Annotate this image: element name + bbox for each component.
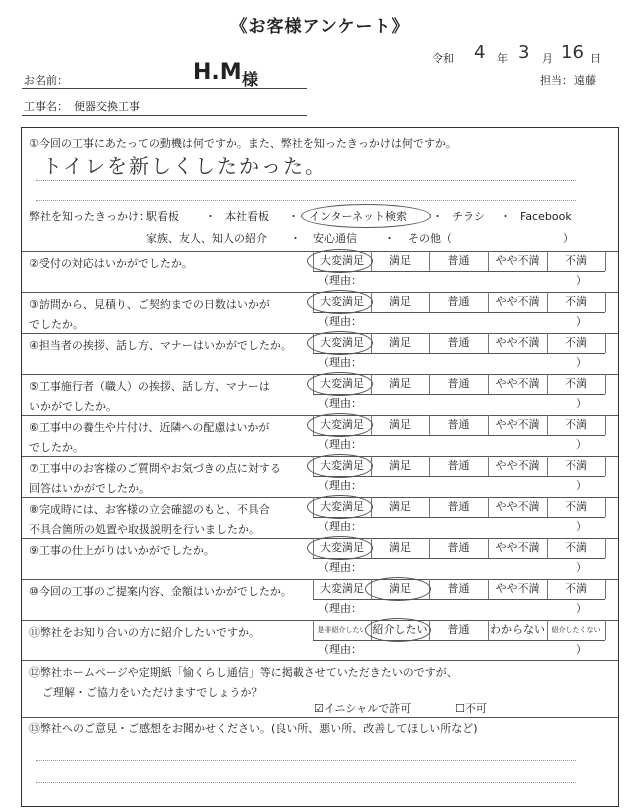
reason-label: （理由： xyxy=(318,561,362,574)
reason-close: ） xyxy=(576,438,587,451)
work-name: 便器交換工事 xyxy=(74,100,140,113)
rating-option[interactable]: 普通 xyxy=(447,295,470,308)
question-text: ⑦工事中のお客様のご質問やお気づきの点に対する xyxy=(29,462,281,475)
rating-option[interactable]: 不満 xyxy=(565,377,587,390)
rating-option[interactable]: 不満 xyxy=(565,418,587,431)
selected-circle xyxy=(307,495,373,519)
q12-line1: ⑫弊社ホームページや定期紙「愉くらし通信」等に掲載させていただきたいのですが、 xyxy=(29,666,458,679)
separator-dot: ・ xyxy=(384,232,395,245)
selected-circle xyxy=(365,618,431,642)
survey-title: 《お客様アンケート》 xyxy=(230,17,410,37)
rating-option[interactable]: 満足 xyxy=(389,377,411,390)
q1-answer-line-2 xyxy=(36,200,576,201)
question-text: ④担当者の挨拶、話し方、マナーはいかがでしたか。 xyxy=(29,339,292,352)
question-text: ②受付の対応はいかがでしたか。 xyxy=(29,257,193,270)
reason-close: ） xyxy=(576,561,587,574)
selected-circle xyxy=(307,331,373,355)
rating-option[interactable]: 満足 xyxy=(389,336,411,349)
rating-option[interactable]: やや不満 xyxy=(495,295,540,308)
selected-circle xyxy=(307,290,373,314)
cell-border xyxy=(605,333,606,353)
rating-option[interactable]: わからない xyxy=(490,623,545,636)
reason-close: ） xyxy=(576,356,587,369)
question-text: でしたか。 xyxy=(29,441,84,454)
cell-border xyxy=(605,497,606,517)
name-suffix: 様 xyxy=(242,70,259,89)
staff-name: 遠藤 xyxy=(574,74,596,87)
q12-line2: ご理解・ご協力をいただけますでしょうか？ xyxy=(42,686,263,699)
rating-option[interactable]: 不満 xyxy=(565,459,587,472)
source-facebook: Facebook xyxy=(520,210,572,223)
selected-circle xyxy=(365,577,431,601)
rating-option[interactable]: 満足 xyxy=(389,459,411,472)
source-hq-sign: 本社看板 xyxy=(225,210,269,223)
question-text: でしたか。 xyxy=(29,318,84,331)
reason-close: ） xyxy=(576,643,587,656)
reason-close: ） xyxy=(576,602,587,615)
rating-option[interactable]: 不満 xyxy=(565,295,587,308)
reason-label: （理由： xyxy=(318,602,362,615)
cell-border xyxy=(605,251,606,271)
rating-option[interactable]: やや不満 xyxy=(495,336,540,349)
rating-option[interactable]: 大変満足 xyxy=(320,295,364,308)
date-day: 16 xyxy=(561,42,584,63)
rating-option[interactable]: 大変満足 xyxy=(320,336,364,349)
q12-option-decline[interactable]: ☐不可 xyxy=(455,702,487,715)
rating-option[interactable]: 満足 xyxy=(389,418,411,431)
date-day-unit: 日 xyxy=(590,52,601,65)
rating-option[interactable]: 紹介したくない xyxy=(551,626,601,634)
selected-circle xyxy=(307,249,373,273)
q1-text: ①今回の工事にあたっての動機は何ですか。また、弊社を知ったきっかけは何ですか。 xyxy=(29,137,457,150)
customer-name: H.M xyxy=(193,60,242,85)
rating-option[interactable]: やや不満 xyxy=(495,582,540,595)
rating-option[interactable]: 満足 xyxy=(389,541,411,554)
question-text: ⑨工事の仕上がりはいかがでしたか。 xyxy=(29,544,215,557)
cell-border xyxy=(605,579,606,599)
separator-dot: ・ xyxy=(500,210,511,223)
rating-option[interactable]: 大変満足 xyxy=(320,459,364,472)
separator-dot: ・ xyxy=(205,210,216,223)
rating-option[interactable]: 不満 xyxy=(565,541,587,554)
date-year: 4 xyxy=(474,42,486,63)
separator-dot: ・ xyxy=(288,210,299,223)
reason-label: （理由： xyxy=(318,438,362,451)
source-other-close: ） xyxy=(563,232,574,245)
rating-option[interactable]: 満足 xyxy=(389,295,411,308)
question-text: ⑩今回の工事のご提案内容、金額はいかがでしたか。 xyxy=(29,585,292,598)
rating-option[interactable]: やや不満 xyxy=(495,254,540,267)
q1-answer: トイレを新しくしたかった。 xyxy=(42,154,327,178)
reason-label: （理由： xyxy=(318,643,362,656)
question-text: ⑤工事施行者（職人）の挨拶、話し方、マナーは xyxy=(29,380,270,393)
rating-option[interactable]: 普通 xyxy=(447,623,470,636)
source-referral: 家族、友人、知人の紹介 xyxy=(146,232,267,245)
rating-option[interactable]: やや不満 xyxy=(495,541,540,554)
source-newsletter: 安心通信 xyxy=(313,232,357,245)
rating-option[interactable]: 大変満足 xyxy=(320,541,364,554)
rating-option[interactable]: 大変満足 xyxy=(320,500,364,513)
selected-circle xyxy=(307,413,373,437)
cell-border xyxy=(605,415,606,435)
rating-option[interactable]: 不満 xyxy=(565,254,587,267)
question-text: 回答はいかがでしたか。 xyxy=(29,482,150,495)
reason-label: （理由： xyxy=(318,397,362,410)
rating-option[interactable]: 普通 xyxy=(447,254,470,267)
rating-option[interactable]: 大変満足 xyxy=(320,582,364,595)
date-year-unit: 年 xyxy=(497,52,508,65)
rating-option[interactable]: 普通 xyxy=(447,459,470,472)
cell-border xyxy=(605,538,606,558)
rating-option[interactable]: やや不満 xyxy=(495,377,540,390)
question-text: ⑪弊社をお知り合いの方に紹介したいですか。 xyxy=(29,626,260,639)
question-text: ③訪問から、見積り、ご契約までの日数はいかが xyxy=(29,298,270,311)
selected-circle xyxy=(307,372,373,396)
selected-circle xyxy=(301,204,431,228)
source-flyer: チラシ xyxy=(452,210,485,223)
rating-option[interactable]: 普通 xyxy=(447,418,470,431)
rating-option[interactable]: 大変満足 xyxy=(320,418,364,431)
rating-option[interactable]: 是非紹介したい xyxy=(317,626,367,634)
rating-option[interactable]: 普通 xyxy=(447,336,470,349)
question-text: いかがでしたか。 xyxy=(29,400,117,413)
name-label: お名前： xyxy=(24,74,68,87)
q1-answer-line xyxy=(36,180,576,181)
cell-border xyxy=(605,292,606,312)
reason-close: ） xyxy=(576,274,587,287)
q13-text: ⑬弊社へのご意見・ご感想をお聞かせください。(良い所、悪い所、改善してほしい所など) xyxy=(29,722,478,735)
source-station-sign: 駅看板 xyxy=(146,210,179,223)
reason-close: ） xyxy=(576,315,587,328)
reason-label: （理由： xyxy=(318,315,362,328)
rating-option[interactable]: 普通 xyxy=(447,500,470,513)
source-internet-search: インターネット検索 xyxy=(309,210,408,223)
rating-option[interactable]: 満足 xyxy=(389,500,411,513)
reason-label: （理由： xyxy=(318,479,362,492)
reason-close: ） xyxy=(576,479,587,492)
rating-option[interactable]: 紹介したい xyxy=(372,623,428,636)
rating-option[interactable]: 不満 xyxy=(565,582,587,595)
rating-option[interactable]: 普通 xyxy=(447,541,470,554)
rating-option[interactable]: 満足 xyxy=(389,254,411,267)
date-month-unit: 月 xyxy=(542,52,553,65)
question-text: ⑧完成時には、お客様の立会確認のもと、不具合 xyxy=(29,503,270,516)
date-month: 3 xyxy=(518,42,530,63)
reason-close: ） xyxy=(576,397,587,410)
rating-option[interactable]: 満足 xyxy=(389,582,411,595)
rating-option[interactable]: 大変満足 xyxy=(320,377,364,390)
rating-option[interactable]: やや不満 xyxy=(495,459,540,472)
source-other: その他（ xyxy=(408,232,452,245)
staff-label: 担当： xyxy=(540,74,573,87)
rating-option[interactable]: 不満 xyxy=(565,336,587,349)
cell-border xyxy=(605,620,606,640)
rating-option[interactable]: やや不満 xyxy=(495,418,540,431)
date-era: 令和 xyxy=(432,52,454,65)
name-underline xyxy=(22,88,307,89)
rating-option[interactable]: 普通 xyxy=(447,377,470,390)
rating-option[interactable]: 不満 xyxy=(565,500,587,513)
q12-divider xyxy=(22,660,618,661)
rating-option[interactable]: やや不満 xyxy=(495,500,540,513)
cell-border xyxy=(605,374,606,394)
selected-circle xyxy=(307,536,373,560)
work-underline xyxy=(22,115,307,116)
reason-label: （理由： xyxy=(318,520,362,533)
separator-dot: ・ xyxy=(432,210,443,223)
q12-option-initials[interactable]: ☑イニシャルで許可 xyxy=(314,702,412,715)
comment-line xyxy=(36,760,576,761)
question-text: ⑥工事中の養生や片付け、近隣への配慮はいかが xyxy=(29,421,270,434)
rating-option[interactable]: 大変満足 xyxy=(320,254,364,267)
work-label: 工事名： xyxy=(24,100,68,113)
source-label: 弊社を知ったきっかけ： xyxy=(29,210,150,223)
rating-option[interactable]: 普通 xyxy=(447,582,470,595)
reason-label: （理由： xyxy=(318,274,362,287)
reason-label: （理由： xyxy=(318,356,362,369)
cell-border xyxy=(605,456,606,476)
question-text: 不具合箇所の処置や取扱説明を行いましたか。 xyxy=(29,523,260,536)
selected-circle xyxy=(307,454,373,478)
reason-close: ） xyxy=(576,520,587,533)
comment-line xyxy=(36,782,576,783)
separator-dot: ・ xyxy=(290,232,301,245)
